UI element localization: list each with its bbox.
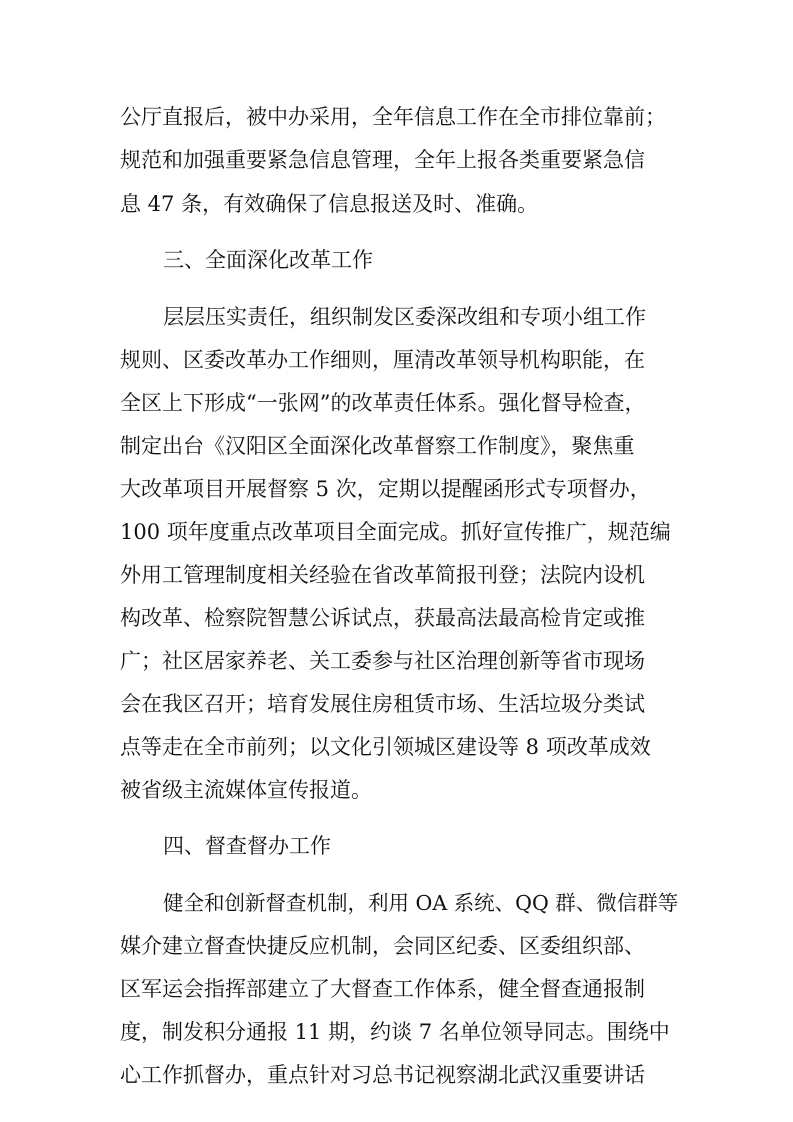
paragraph-line: 媒介建立督查快捷反应机制，会同区纪委、区委组织部、 [120,934,645,958]
paragraph-line: 层层压实责任，组织制发区委深改组和专项小组工作 [163,305,646,329]
paragraph-line: 度，制发积分通报 11 期，约谈 7 名单位领导同志。围绕中 [120,1020,670,1044]
paragraph-line: 100 项年度重点改革项目全面完成。抓好宣传推广，规范编 [120,520,671,544]
paragraph-line: 大改革项目开展督察 5 次，定期以提醒函形式专项督办， [120,477,651,501]
paragraph-line: 广；社区居家养老、关工委参与社区治理创新等省市现场 [120,649,645,673]
paragraph-line: 点等走在全市前列；以文化引领城区建设等 8 项改革成效 [120,735,651,759]
paragraph-line: 息 47 条，有效确保了信息报送及时、准确。 [120,192,539,216]
paragraph-line: 全区上下形成“一张网”的改革责任体系。强化督导检查， [120,391,646,415]
paragraph-line: 心工作抓督办，重点针对习总书记视察湖北武汉重要讲话 [120,1063,645,1087]
paragraph-line: 外用工管理制度相关经验在省改革简报刊登；法院内设机 [120,563,645,587]
paragraph-line: 规范和加强重要紧急信息管理，全年上报各类重要紧急信 [120,148,645,172]
paragraph-line: 健全和创新督查机制，利用 OA 系统、QQ 群、微信群等 [163,891,679,915]
paragraph-line: 被省级主流媒体宣传报道。 [120,778,372,802]
paragraph-line: 规则、区委改革办工作细则，厘清改革领导机构职能，在 [120,348,645,372]
paragraph-line: 公厅直报后，被中办采用，全年信息工作在全市排位靠前； [120,105,666,129]
section-heading: 三、全面深化改革工作 [163,248,373,272]
paragraph-line: 构改革、检察院智慧公诉试点，获最高法最高检肯定或推 [120,606,645,630]
paragraph-line: 制定出台《汉阳区全面深化改革督察工作制度》，聚焦重 [120,434,635,458]
paragraph-line: 会在我区召开；培育发展住房租赁市场、生活垃圾分类试 [120,692,645,716]
section-heading: 四、督查督办工作 [163,834,331,858]
paragraph-line: 区军运会指挥部建立了大督查工作体系，健全督查通报制 [120,977,645,1001]
